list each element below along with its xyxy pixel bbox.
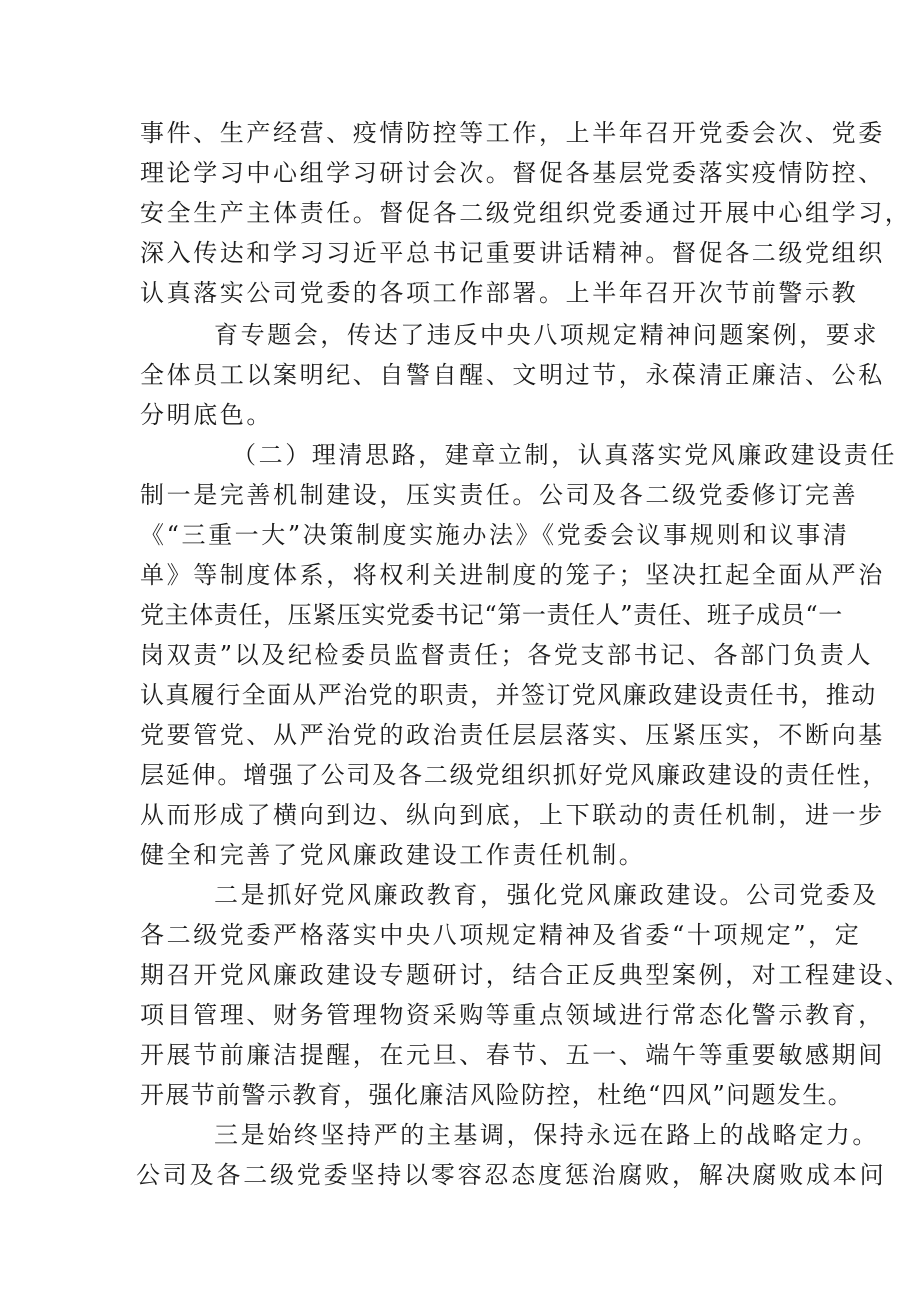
text-line: 公司及各二级党委坚持以零容忍态度惩治腐败，解决腐败成本问 — [136, 1161, 887, 1189]
text-line: 认真履行全面从严治党的职责，并签订党风廉政建设责任书，推动 — [140, 681, 877, 709]
text-line: 各二级党委严格落实中央八项规定精神及省委“十项规定”，定 — [140, 921, 862, 949]
text-line: 制一是完善机制建设，压实责任。公司及各二级党委修订完善 — [140, 481, 859, 509]
text-line: 开展节前警示教育，强化廉洁风险防控，杜绝“四风”问题发生。 — [140, 1081, 854, 1109]
text-line: 二是抓好党风廉政教育，强化党风廉政建设。公司党委及 — [214, 881, 879, 909]
text-line: 分明底色。 — [140, 401, 273, 429]
text-line: 健全和完善了党风廉政建设工作责任机制。 — [140, 841, 646, 869]
text-line: 理论学习中心组学习研讨会次。督促各基层党委落实疫情防控、 — [140, 159, 885, 187]
text-line: 认真落实公司党委的各项工作部署。上半年召开次节前警示教 — [140, 279, 859, 307]
text-line: 从而形成了横向到边、纵向到底，上下联动的责任机制，进一步 — [140, 801, 885, 829]
text-line: 《“三重一大”决策制度实施办法》《党委会议事规则和议事清 — [140, 521, 850, 549]
section-heading: （二）理清思路，建章立制，认真落实党风廉政建设责任 — [232, 441, 897, 469]
text-line: 党主体责任，压紧压实党委书记“第一责任人”责任、班子成员“一 — [140, 601, 843, 629]
text-line: 期召开党风廉政建设专题研讨，结合正反典型案例，对工程建设、 — [140, 961, 912, 989]
text-line: 项目管理、财务管理物资采购等重点领域进行常态化警示教育， — [140, 1001, 885, 1029]
text-line: 开展节前廉洁提醒，在元旦、春节、五一、端午等重要敏感期间 — [140, 1041, 885, 1069]
text-line: 三是始终坚持严的主基调，保持永远在路上的战略定力。 — [214, 1121, 879, 1149]
text-line: 全体员工以案明纪、自警自醒、文明过节，永葆清正廉洁、公私 — [140, 361, 885, 389]
text-line: 事件、生产经营、疫情防控等工作，上半年召开党委会次、党委 — [140, 119, 885, 147]
text-line: 深入传达和学习习近平总书记重要讲话精神。督促各二级党组织 — [140, 239, 885, 267]
text-line: 育专题会，传达了违反中央八项规定精神问题案例，要求 — [214, 321, 879, 349]
text-line: 安全生产主体责任。督促各二级党组织党委通过开展中心组学习， — [140, 199, 912, 227]
text-line: 层延伸。增强了公司及各二级党组织抓好党风廉政建设的责任性， — [140, 761, 889, 789]
text-line: 党要管党、从严治党的政治责任层层落实、压紧压实，不断向基 — [140, 721, 885, 749]
text-line: 岗双责”以及纪检委员监督责任；各党支部书记、各部门负责人 — [140, 641, 874, 669]
text-line: 单》等制度体系，将权利关进制度的笼子；坚决扛起全面从严治 — [140, 561, 885, 589]
